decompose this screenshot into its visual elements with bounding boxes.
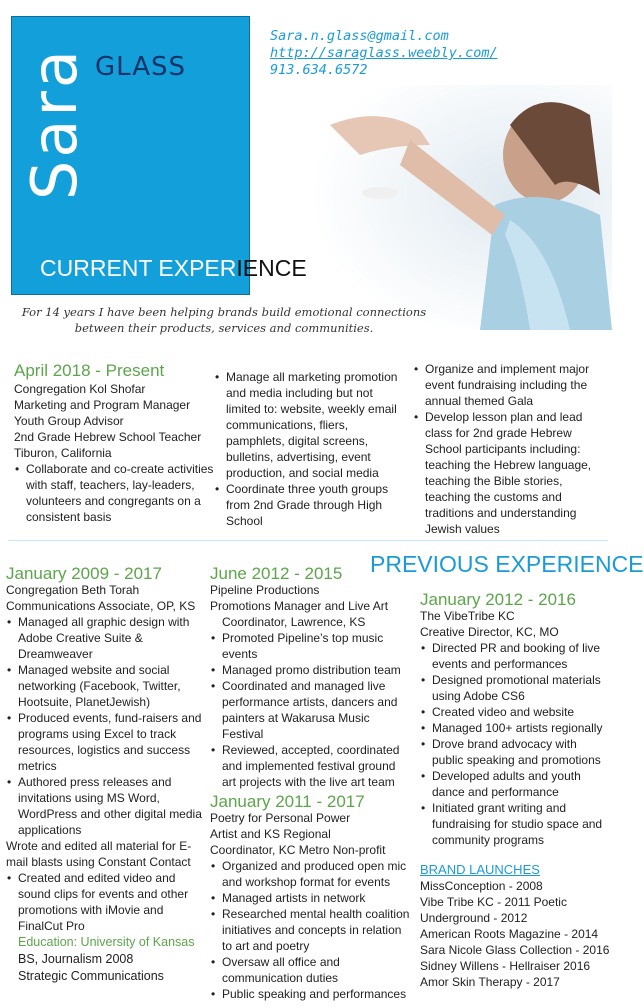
previous-col-3 xyxy=(420,592,610,990)
previous-experience-heading: PREVIOUS EXPERIENCE xyxy=(370,551,644,577)
list-item: • Created video and website xyxy=(420,704,610,720)
first-name xyxy=(18,20,91,210)
previous-col-1 xyxy=(6,566,206,985)
tagline: For 14 years I have been helping brands build emotional connections between their products, services and communities. xyxy=(21,305,427,335)
bullet-list xyxy=(6,614,206,838)
job-date: June 2012 - 2015 xyxy=(210,564,343,583)
brand-item: Underground - 2012 xyxy=(420,911,528,925)
phone: 913.634.6572 xyxy=(270,62,368,78)
previous-col-2 xyxy=(210,566,410,1002)
bullet-list xyxy=(14,461,214,525)
list-item: • Oversaw all office and communication duties xyxy=(210,954,410,986)
divider xyxy=(8,540,608,541)
list-item: • Created and edited video and sound clips for events and other promotions with iMovie and FinalCut Pro xyxy=(6,870,206,934)
bullet-list xyxy=(6,870,206,934)
brand-item: Vibe Tribe KC - 2011 Poetic xyxy=(420,895,567,909)
brand-item: Sidney Willens - Hellraiser 2016 xyxy=(420,959,591,973)
list-item: • Reviewed, accepted, coordinated and implemented festival ground art projects with the live art team xyxy=(210,742,410,790)
org-line: Artist and KS Regional xyxy=(210,827,331,841)
list-item: • Initiated grant writing and fundraising for studio space and community programs xyxy=(420,800,610,848)
list-item: • Directed PR and booking of live events and performances xyxy=(420,640,610,672)
org-line: Marketing and Program Manager xyxy=(14,398,191,412)
list-item: • Manage all marketing promotion and media including but not limited to: website, weekly email communications, fliers, pamphlets, digital screens, bulletins, advertising, event production, and social media xyxy=(214,369,400,481)
brand-launches xyxy=(420,862,610,990)
org-line: Communications Associate, OP, KS xyxy=(6,599,196,613)
bullet-list xyxy=(420,640,610,848)
org-line: Creative Director, KC, MO xyxy=(420,625,559,639)
brand-item: American Roots Magazine - 2014 xyxy=(420,927,599,941)
org-line: Coordinator, Lawrence, KS xyxy=(222,615,366,629)
list-item: • Researched mental health coalition initiatives and concepts in relation to art and poetry xyxy=(210,906,410,954)
heading-part-2: IENCE xyxy=(236,255,307,281)
job-date: January 2009 - 2017 xyxy=(6,564,162,583)
list-item: • Organize and implement major event fundraising including the annual themed Gala xyxy=(413,361,605,409)
bullet-list xyxy=(413,361,605,537)
plain-line: Wrote and edited all material for E-mail blasts using Constant Contact xyxy=(6,839,192,869)
org-line: Poetry for Personal Power xyxy=(210,811,351,825)
current-org xyxy=(14,381,214,525)
list-item: • Managed promo distribution team xyxy=(210,662,410,678)
current-col-1 xyxy=(14,361,214,525)
org-line: Tiburon, California xyxy=(14,446,112,460)
bullet-list xyxy=(210,630,410,790)
list-item: • Managed artists in network xyxy=(210,890,410,906)
first-name-text: Sara xyxy=(18,47,91,200)
list-item: • Drove brand advocacy with public speaking and promotions xyxy=(420,736,610,768)
list-item: • Designed promotional materials using Adobe CS6 xyxy=(420,672,610,704)
list-item: • Developed adults and youth dance and performance xyxy=(420,768,610,800)
list-item: • Managed website and social networking (Facebook, Twitter, Hootsuite, PlanetJewish) xyxy=(6,662,206,710)
list-item: • Promoted Pipeline’s top music events xyxy=(210,630,410,662)
list-item: • Collaborate and co-create activities with staff, teachers, lay-leaders, volunteers and congregants on a consistent basis xyxy=(14,461,214,525)
heading-part-1: CURRENT EXPER xyxy=(40,255,237,281)
education-label: Education: University of Kansas xyxy=(18,935,195,949)
list-item: • Public speaking and performances xyxy=(210,986,410,1002)
job-date: January 2011 - 2017 xyxy=(210,792,365,811)
list-item: • Produced events, fund-raisers and programs using Excel to track resources, logistics and success metrics xyxy=(6,710,206,774)
brand-launches-heading: BRAND LAUNCHES xyxy=(420,862,540,877)
current-col-3 xyxy=(413,361,605,537)
list-item: • Organized and produced open mic and workshop format for events xyxy=(210,858,410,890)
last-name: GLASS xyxy=(95,52,187,82)
job-date: January 2012 - 2016 xyxy=(420,590,576,609)
brand-item: Sara Nicole Glass Collection - 2016 xyxy=(420,943,610,957)
current-col-2 xyxy=(214,369,400,529)
list-item: • Authored press releases and invitations using MS Word, WordPress and other digital media applications xyxy=(6,774,206,838)
org-line: Coordinator, KC Metro Non-profit xyxy=(210,843,386,857)
education xyxy=(6,934,206,985)
org-line: Pipeline Productions xyxy=(210,583,320,597)
org-line: Youth Group Advisor xyxy=(14,414,124,428)
list-item: • Managed 100+ artists regionally xyxy=(420,720,610,736)
bullet-list xyxy=(214,369,400,529)
brand-item: Amor Skin Therapy - 2017 xyxy=(420,975,560,989)
org-line: The VibeTribe KC xyxy=(420,609,515,623)
current-experience-heading xyxy=(40,255,307,282)
brand-item: MissConception - 2008 xyxy=(420,879,543,893)
contact-info xyxy=(270,28,498,79)
website-link[interactable]: http://saraglass.weebly.com/ xyxy=(270,45,498,61)
org-line: Promotions Manager and Live Art xyxy=(210,599,389,613)
org-line: 2nd Grade Hebrew School Teacher xyxy=(14,430,202,444)
email[interactable]: Sara.n.glass@gmail.com xyxy=(270,28,449,44)
portrait-photo xyxy=(270,85,612,330)
education-degree: BS, Journalism 2008 xyxy=(18,952,134,966)
list-item: • Coordinate three youth groups from 2nd Grade through High School xyxy=(214,481,400,529)
current-date: April 2018 - Present xyxy=(14,361,165,380)
list-item: • Coordinated and managed live performance artists, dancers and painters at Wakarusa Music Festival xyxy=(210,678,410,742)
org-line: Congregation Kol Shofar xyxy=(14,382,146,396)
list-item: • Managed all graphic design with Adobe Creative Suite & Dreamweaver xyxy=(6,614,206,662)
org-line: Congregation Beth Torah xyxy=(6,583,140,597)
education-field: Strategic Communications xyxy=(18,969,164,983)
bullet-list xyxy=(210,858,410,1002)
list-item: • Develop lesson plan and lead class for 2nd grade Hebrew School participants including: teaching the Hebrew language, teaching the Bible stories, teaching the customs and traditions and understanding Jewish values xyxy=(413,409,605,537)
